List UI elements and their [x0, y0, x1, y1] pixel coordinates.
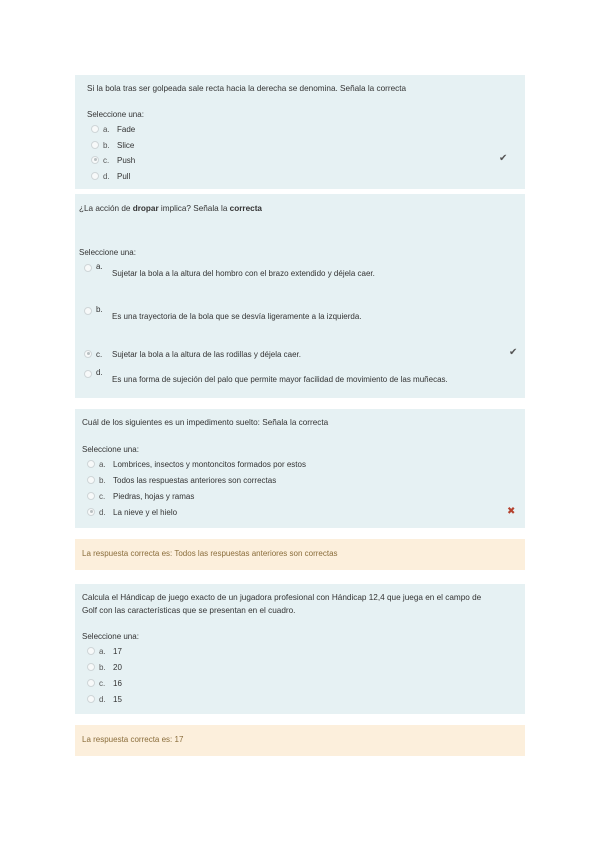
- question-4-feedback: La respuesta correcta es: 17: [75, 725, 525, 756]
- radio-icon[interactable]: [87, 476, 95, 484]
- radio-icon[interactable]: [91, 125, 99, 133]
- question-1-option-a[interactable]: a. Fade: [91, 125, 135, 134]
- radio-icon[interactable]: [87, 663, 95, 671]
- question-4-option-c[interactable]: c. 16: [87, 679, 122, 688]
- question-4-option-a[interactable]: a. 17: [87, 647, 122, 656]
- question-3-option-c[interactable]: c. Piedras, hojas y ramas: [87, 492, 194, 501]
- radio-icon[interactable]: [87, 695, 95, 703]
- radio-icon[interactable]: [84, 370, 92, 378]
- question-4-select-label: Seleccione una:: [82, 632, 139, 641]
- question-2-option-d[interactable]: d.Es una forma de sujeción del palo que permite mayor facilidad de movimiento de las muñecas.: [84, 370, 448, 379]
- radio-icon[interactable]: [87, 492, 95, 500]
- radio-icon[interactable]: [91, 172, 99, 180]
- question-3-panel: [75, 409, 525, 528]
- question-1-panel: [75, 75, 525, 189]
- radio-icon[interactable]: [84, 307, 92, 315]
- correct-check-icon: ✔: [499, 153, 508, 164]
- question-1-select-label: Seleccione una:: [87, 110, 144, 119]
- question-3-option-a[interactable]: a. Lombrices, insectos y montoncitos formados por estos: [87, 460, 306, 469]
- question-4-panel: [75, 584, 525, 714]
- question-3-text: Cuál de los siguientes es un impedimento suelto: Señala la correcta: [82, 418, 329, 427]
- radio-icon[interactable]: [84, 264, 92, 272]
- question-1-option-b[interactable]: b. Slice: [91, 141, 134, 150]
- question-3-option-d[interactable]: d. La nieve y el hielo: [87, 508, 177, 517]
- radio-icon[interactable]: [91, 141, 99, 149]
- question-2-option-c[interactable]: c. Sujetar la bola a la altura de las rodillas y déjela caer.: [84, 350, 301, 359]
- correct-check-icon: ✔: [509, 347, 518, 358]
- question-4-option-d[interactable]: d. 15: [87, 695, 122, 704]
- question-2-text: ¿La acción de dropar implica? Señala la correcta: [79, 204, 262, 213]
- radio-checked-icon[interactable]: [87, 508, 95, 516]
- question-4-option-b[interactable]: b. 20: [87, 663, 122, 672]
- question-2-option-a[interactable]: a.Sujetar la bola a la altura del hombro con el brazo extendido y déjela caer.: [84, 264, 375, 273]
- question-2-panel: [75, 194, 525, 398]
- question-3-select-label: Seleccione una:: [82, 445, 139, 454]
- radio-icon[interactable]: [87, 647, 95, 655]
- radio-icon[interactable]: [87, 679, 95, 687]
- question-4-text: Calcula el Hándicap de juego exacto de un jugadora profesional con Hándicap 12,4 que juega en el campo de Golf con las características que se presentan en el cuadro.: [82, 593, 482, 615]
- question-2-option-b[interactable]: b.Es una trayectoria de la bola que se desvía ligeramente a la izquierda.: [84, 307, 361, 316]
- radio-checked-icon[interactable]: [91, 156, 99, 164]
- question-1-option-d[interactable]: d. Pull: [91, 172, 130, 181]
- question-2-select-label: Seleccione una:: [79, 248, 136, 257]
- question-1-option-c[interactable]: c. Push: [91, 156, 135, 165]
- radio-checked-icon[interactable]: [84, 350, 92, 358]
- radio-icon[interactable]: [87, 460, 95, 468]
- question-1-text: Si la bola tras ser golpeada sale recta hacia la derecha se denomina. Señala la correcta: [87, 84, 407, 93]
- question-3-feedback: La respuesta correcta es: Todos las respuestas anteriores son correctas: [75, 539, 525, 570]
- incorrect-cross-icon: ✖: [507, 506, 516, 517]
- question-3-option-b[interactable]: b. Todos las respuestas anteriores son correctas: [87, 476, 276, 485]
